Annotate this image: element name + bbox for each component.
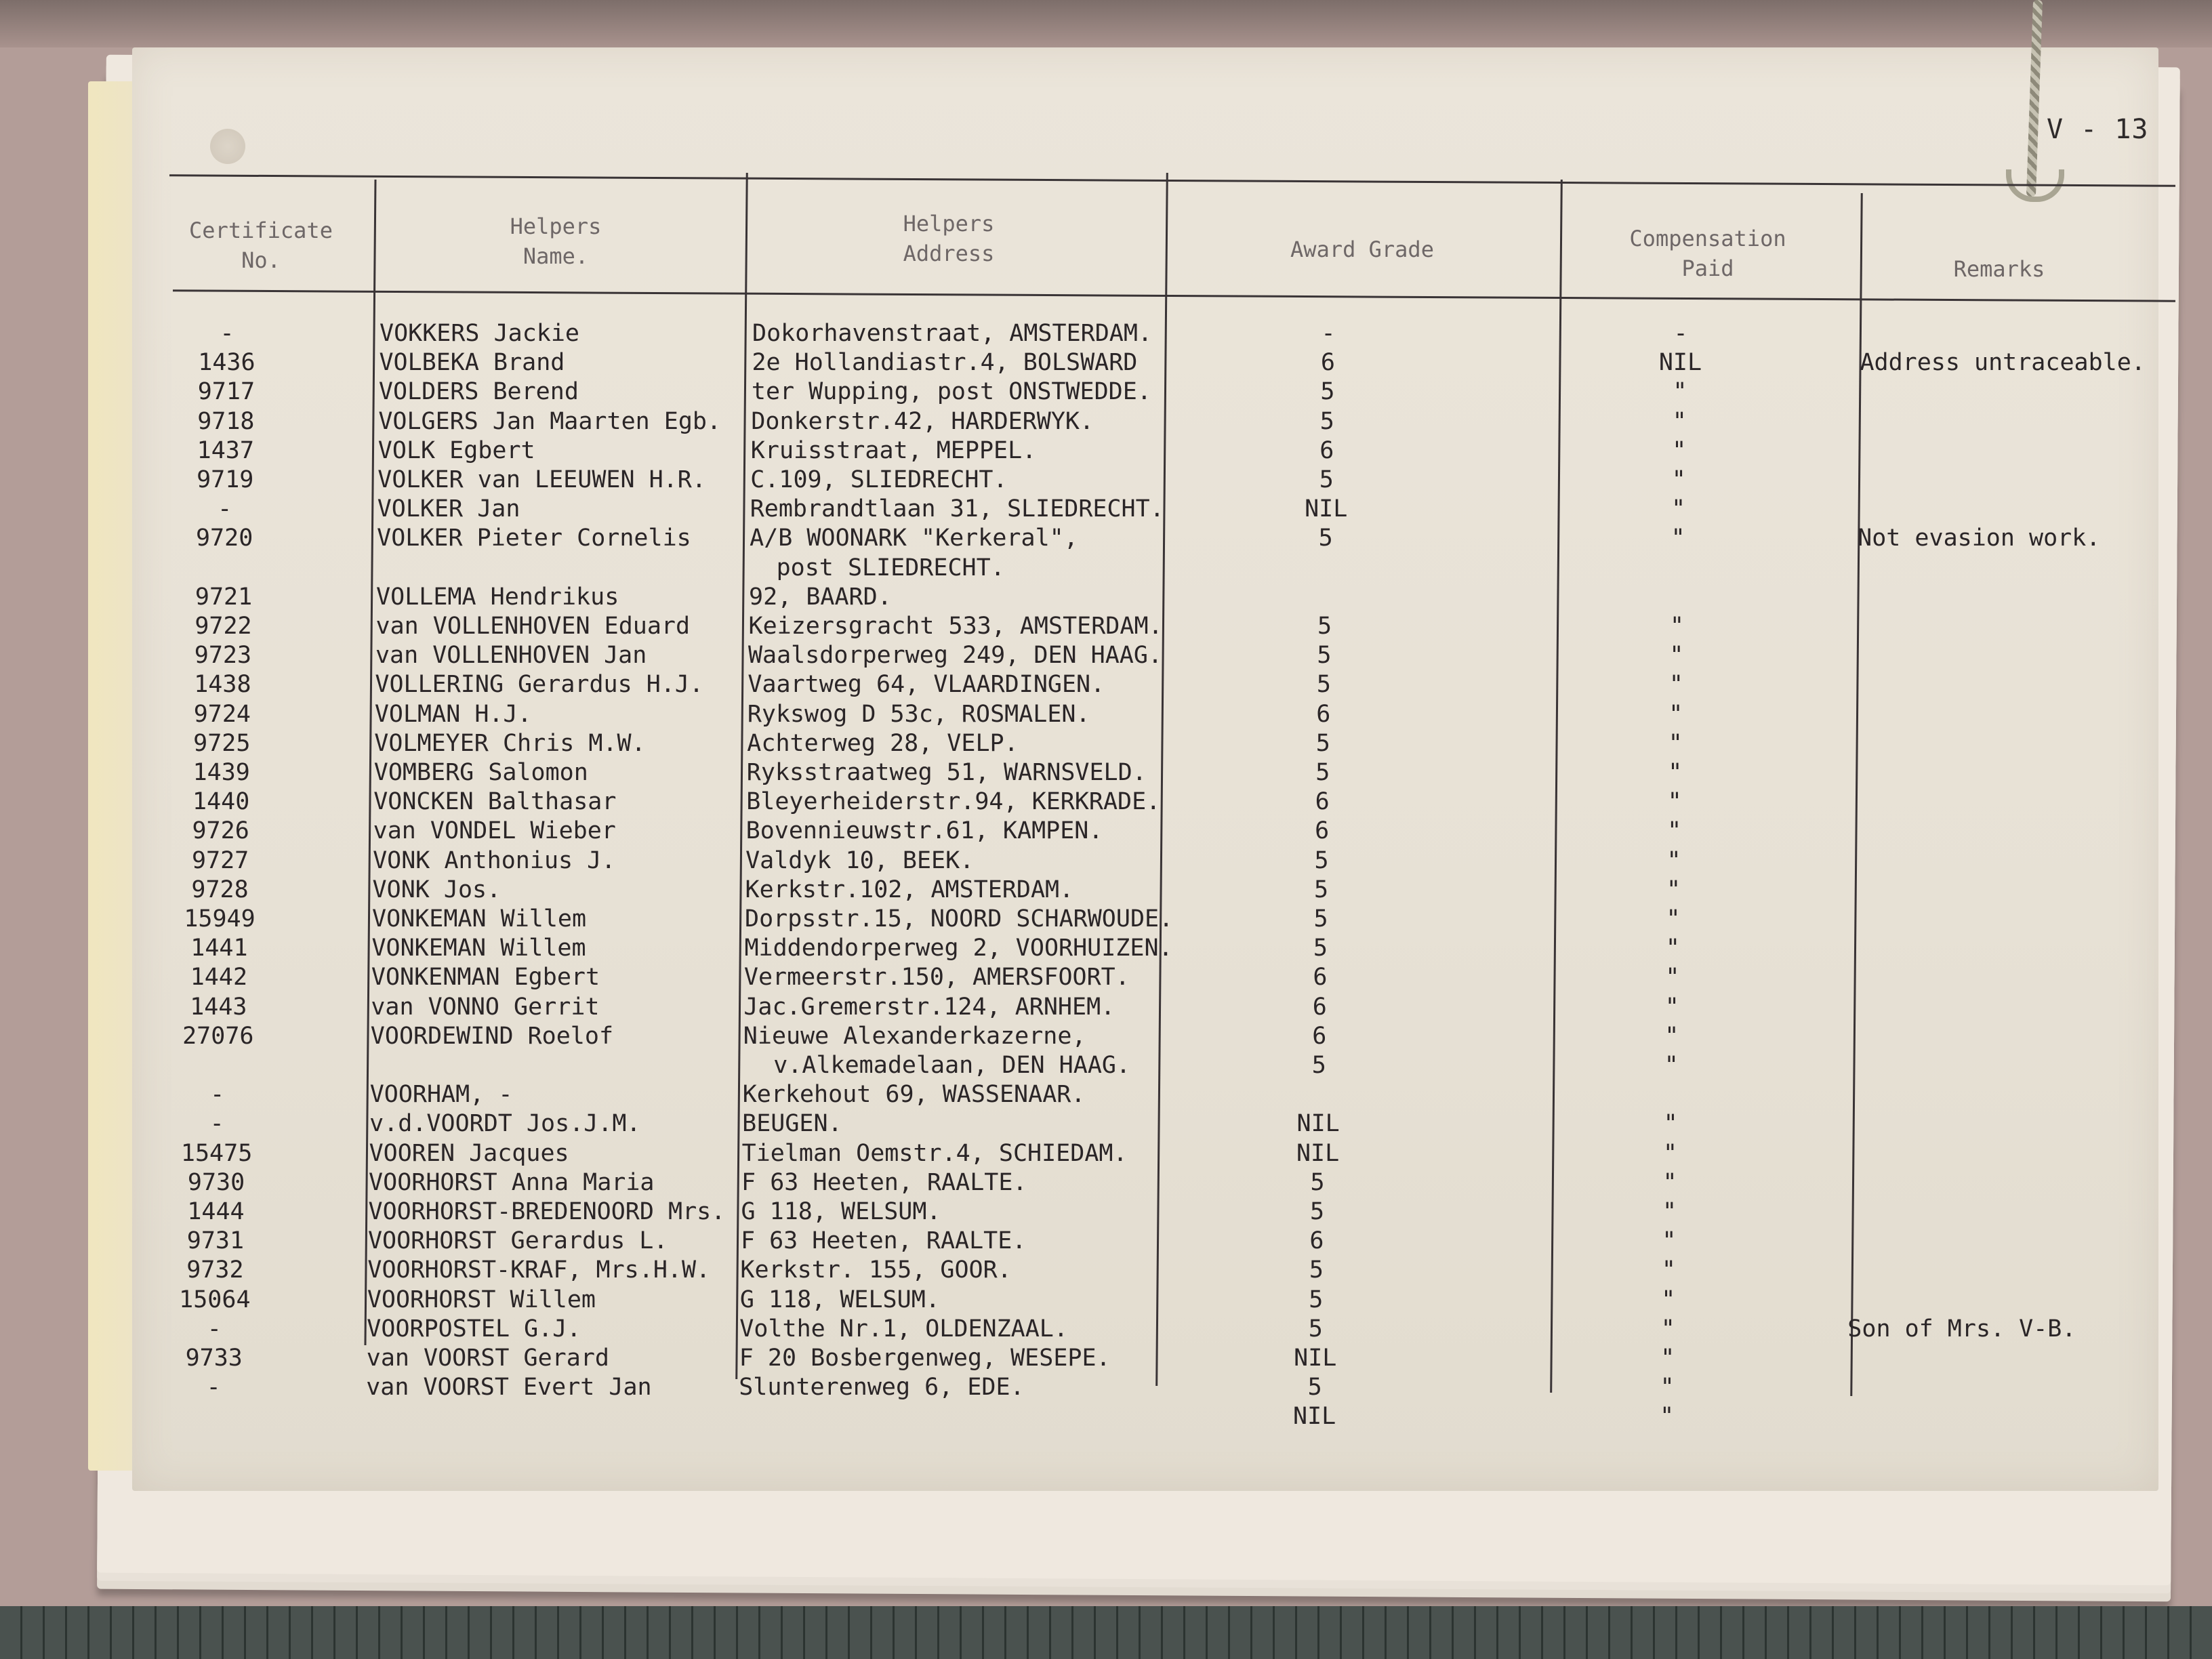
cell-comp: " [1665, 935, 1680, 962]
cell-grade: 6 [1312, 993, 1327, 1021]
cell-grade: 5 [1314, 846, 1329, 874]
cell-grade: 5 [1318, 525, 1333, 552]
cell-cert: 9728 [191, 876, 249, 903]
cell-comp: " [1660, 1374, 1675, 1401]
cell-name: VOORHORST-KRAF, Mrs.H.W. [367, 1256, 711, 1284]
cell-grade: 5 [1320, 378, 1335, 406]
cell-cert: 27076 [182, 1022, 254, 1050]
cell-cert: 9725 [193, 729, 251, 757]
cell-cert: 1443 [190, 993, 247, 1021]
punch-hole [210, 129, 245, 164]
cell-name: van VOORST Evert Jan [366, 1374, 652, 1401]
cell-address: Jac.Gremerstr.124, ARNHEM. [743, 993, 1115, 1021]
cell-cert: 1436 [198, 349, 255, 377]
cell-comp: " [1668, 700, 1683, 728]
cell-grade: NIL [1296, 1110, 1340, 1138]
cell-comp: " [1667, 788, 1682, 816]
cell-remarks: Address untraceable. [1860, 349, 2146, 377]
cell-comp: " [1668, 671, 1683, 699]
cell-cert: 9730 [187, 1168, 245, 1196]
cell-cert: 9733 [185, 1345, 243, 1372]
cell-grade: 5 [1307, 1374, 1322, 1401]
cell-comp: " [1667, 817, 1682, 845]
cell-grade: 6 [1312, 1022, 1327, 1050]
cell-name: VONK Anthonius J. [373, 846, 616, 874]
cell-address: G 118, WELSUM. [741, 1198, 941, 1225]
cell-name: VOORHORST Willem [367, 1286, 596, 1313]
cell-address: Tielman Oemstr.4, SCHIEDAM. [741, 1139, 1128, 1167]
cell-name: VOLGERS Jan Maarten Egb. [378, 407, 722, 435]
cell-name: VOORDEWIND Roelof [370, 1022, 614, 1050]
cell-comp: " [1660, 1403, 1675, 1431]
cell-grade: NIL [1296, 1139, 1340, 1167]
cell-comp: " [1662, 1198, 1677, 1225]
cell-address: 92, BAARD. [749, 583, 892, 611]
cell-grade: 5 [1314, 876, 1329, 903]
cell-grade: 5 [1309, 1256, 1324, 1284]
header-certificate-no: Certificate No. [189, 218, 333, 273]
cell-address: Dokorhavenstraat, AMSTERDAM. [752, 320, 1153, 347]
cell-grade: 6 [1313, 964, 1328, 991]
header-helpers-address: Helpers Address [903, 211, 995, 266]
cell-name: VOLLEMA Hendrikus [376, 583, 619, 611]
cell-comp: " [1672, 407, 1687, 435]
cell-cert: 9721 [194, 583, 253, 611]
header-compensation-paid: Compensation Paid [1629, 226, 1786, 281]
cell-comp: - [1673, 320, 1688, 347]
cell-cert: 9718 [197, 407, 255, 435]
cell-grade: 5 [1317, 642, 1332, 670]
cell-grade: 6 [1309, 1227, 1324, 1255]
cell-name: VOORHORST Anna Maria [369, 1168, 655, 1196]
cell-name: VOKKERS Jackie [380, 320, 580, 347]
cell-address: 2e Hollandiastr.4, BOLSWARD [752, 349, 1138, 377]
cell-comp: " [1671, 495, 1686, 523]
cell-grade: 5 [1315, 729, 1330, 757]
cell-address: Keizersgracht 533, AMSTERDAM. [748, 613, 1163, 640]
cell-cert: 1440 [192, 788, 250, 816]
cell-cert: - [206, 1374, 221, 1401]
cell-name: van VOORST Gerard [366, 1345, 609, 1372]
cell-name: VOLKER Jan [377, 495, 520, 523]
cell-comp: " [1672, 436, 1687, 464]
cell-address: Middendorperweg 2, VOORHUIZEN. [744, 935, 1173, 962]
cell-name: VONKEMAN Willem [371, 935, 586, 962]
cell-address: Kerkstr. 155, GOOR. [740, 1256, 1012, 1284]
cell-grade: 5 [1316, 671, 1331, 699]
cell-comp: " [1668, 729, 1683, 757]
header-remarks: Remarks [1953, 256, 2045, 282]
cell-cert: 9724 [193, 700, 251, 728]
cell-grade: 6 [1316, 700, 1331, 728]
cell-comp: " [1661, 1256, 1676, 1284]
cell-grade: 5 [1315, 759, 1330, 786]
cell-grade: NIL [1305, 495, 1348, 523]
cell-grade: 5 [1319, 466, 1334, 493]
cell-grade: 5 [1310, 1168, 1325, 1196]
cell-address: Volthe Nr.1, OLDENZAAL. [739, 1315, 1068, 1343]
cell-name: VOOREN Jacques [369, 1139, 569, 1167]
cell-cert: - [207, 1315, 222, 1343]
cell-grade: - [1321, 320, 1336, 347]
cell-name: VOLMAN H.J. [374, 700, 532, 728]
cell-address: Dorpsstr.15, NOORD SCHARWOUDE. [745, 905, 1174, 933]
cell-address: BEUGEN. [742, 1110, 842, 1138]
cell-address: Vaartweg 64, VLAARDINGEN. [747, 671, 1105, 699]
cell-comp: " [1666, 846, 1681, 874]
cell-cert: - [220, 320, 234, 347]
cell-address: Vermeerstr.150, AMERSFOORT. [743, 964, 1130, 991]
cell-address: post SLIEDRECHT. [776, 554, 1005, 581]
cell-cert: 9717 [197, 378, 255, 406]
cell-cert: 15949 [184, 905, 255, 933]
cell-cert: - [218, 495, 232, 523]
cell-cert: 9719 [197, 466, 254, 493]
page-number: V - 13 [2047, 114, 2149, 145]
cell-comp: " [1665, 964, 1680, 991]
cell-address: Bovennieuwstr.61, KAMPEN. [745, 817, 1103, 845]
cell-grade: 5 [1311, 1052, 1326, 1079]
cell-remarks: Not evasion work. [1858, 525, 2101, 552]
cell-address: Slunterenweg 6, EDE. [739, 1374, 1025, 1401]
cell-comp: " [1662, 1168, 1677, 1196]
cell-name: VONCKEN Balthasar [373, 788, 617, 816]
cell-cert: 1444 [187, 1198, 245, 1225]
cell-address: Ryksstraatweg 51, WARNSVELD. [746, 759, 1147, 786]
cell-grade: 6 [1319, 436, 1334, 464]
cell-name: VONK Jos. [372, 876, 501, 903]
cell-comp: " [1663, 1110, 1678, 1138]
cell-cert: 9723 [194, 642, 252, 670]
cell-address: Donkerstr.42, HARDERWYK. [751, 407, 1094, 435]
cell-address: F 63 Heeten, RAALTE. [741, 1168, 1027, 1196]
cell-grade: 6 [1315, 788, 1330, 816]
cell-cert: 1439 [192, 759, 250, 786]
cell-comp: NIL [1658, 349, 1702, 377]
cell-grade: 5 [1309, 1198, 1325, 1225]
cell-grade: NIL [1293, 1403, 1336, 1431]
cell-name: van VONNO Gerrit [371, 993, 600, 1021]
cell-grade: 5 [1309, 1286, 1324, 1313]
cell-name: v.d.VOORDT Jos.J.M. [369, 1110, 641, 1138]
cell-name: VOMBERG Salomon [373, 759, 588, 786]
cell-comp: " [1669, 642, 1684, 670]
cell-comp: " [1660, 1345, 1675, 1372]
cell-cert: 15064 [179, 1286, 251, 1313]
cell-address: C.109, SLIEDRECHT. [750, 466, 1008, 493]
cell-name: VOLLERING Gerardus H.J. [375, 671, 704, 699]
cell-address: Bleyerheiderstr.94, KERKRADE. [746, 788, 1161, 816]
backdrop [0, 0, 2212, 47]
cell-comp: " [1664, 993, 1679, 1021]
cell-name: VOLKER Pieter Cornelis [377, 525, 691, 552]
cell-address: Rykswog D 53c, ROSMALEN. [747, 700, 1090, 728]
cell-grade: 5 [1308, 1315, 1323, 1343]
cell-address: Kerkstr.102, AMSTERDAM. [745, 876, 1074, 903]
cell-name: van VOLLENHOVEN Eduard [375, 613, 691, 640]
cell-address: Nieuwe Alexanderkazerne, [743, 1022, 1086, 1050]
cell-name: VOORHORST Gerardus L. [367, 1227, 668, 1255]
cell-grade: 5 [1313, 905, 1328, 933]
cell-address: G 118, WELSUM. [739, 1286, 940, 1313]
cell-address: Rembrandtlaan 31, SLIEDRECHT. [750, 495, 1164, 523]
cell-comp: " [1666, 905, 1681, 933]
cell-comp: " [1664, 1022, 1679, 1050]
cell-address: Kruisstraat, MEPPEL. [750, 436, 1037, 464]
cell-comp: " [1671, 525, 1685, 552]
cell-grade: 5 [1313, 935, 1328, 962]
cell-name: VONKEMAN Willem [372, 905, 587, 933]
cell-address: Waalsdorperweg 249, DEN HAAG. [747, 642, 1163, 670]
cell-name: VOORHORST-BREDENOORD Mrs. [368, 1198, 726, 1225]
cell-cert: 9720 [195, 525, 253, 552]
cell-comp: " [1663, 1139, 1678, 1167]
header-helpers-name: Helpers Name. [510, 213, 602, 269]
cell-cert: 9731 [186, 1227, 245, 1255]
cell-cert: 9732 [186, 1256, 244, 1284]
cell-cert: - [209, 1110, 224, 1138]
cell-address: F 20 Bosbergenweg, WESEPE. [739, 1345, 1111, 1372]
cell-name: VOLKER van LEEUWEN H.R. [377, 466, 706, 493]
cell-address: F 63 Heeten, RAALTE. [740, 1227, 1027, 1255]
cell-name: van VONDEL Wieber [373, 817, 616, 845]
cell-name: VOLMEYER Chris M.W. [374, 729, 646, 757]
cell-name: VONKENMAN Egbert [371, 964, 600, 991]
cell-comp: " [1664, 1052, 1679, 1079]
cell-name: VOORPOSTEL G.J. [367, 1315, 581, 1343]
cell-comp: " [1671, 466, 1686, 493]
cell-address: Achterweg 28, VELP. [747, 729, 1019, 757]
cell-address: Valdyk 10, BEEK. [745, 846, 975, 874]
cell-comp: " [1666, 876, 1681, 903]
cell-address: Kerkehout 69, WASSENAAR. [742, 1081, 1086, 1109]
cell-address: A/B WOONARK "Kerkeral", [750, 525, 1078, 552]
cell-grade: NIL [1294, 1345, 1337, 1372]
cutting-mat [0, 1606, 2212, 1659]
cell-cert: - [210, 1081, 225, 1109]
cell-name: van VOLLENHOVEN Jan [375, 642, 647, 670]
cell-name: VOLDERS Berend [378, 378, 579, 406]
cell-address: ter Wupping, post ONSTWEDDE. [751, 378, 1151, 406]
cell-name: VOLBEKA Brand [379, 349, 565, 377]
cell-address: v.Alkemadelaan, DEN HAAG. [773, 1052, 1131, 1079]
cell-cert: 1437 [197, 436, 254, 464]
cell-remarks: Son of Mrs. V-B. [1847, 1315, 2076, 1343]
cell-comp: " [1661, 1286, 1676, 1313]
cell-comp: " [1673, 378, 1687, 406]
cell-comp: " [1660, 1315, 1675, 1343]
cell-cert: 9727 [191, 846, 249, 874]
cell-name: VOLK Egbert [377, 436, 535, 464]
cell-comp: " [1669, 613, 1685, 640]
cell-name: VOORHAM, - [369, 1081, 513, 1109]
cell-grade: 5 [1319, 407, 1334, 435]
header-award-grade: Award Grade [1290, 237, 1434, 262]
cell-cert: 1441 [190, 935, 248, 962]
cell-comp: " [1662, 1227, 1677, 1255]
cell-grade: 5 [1317, 613, 1332, 640]
cell-cert: 9722 [194, 613, 252, 640]
cell-cert: 15475 [180, 1139, 253, 1167]
cell-cert: 9726 [192, 817, 249, 845]
cell-comp: " [1668, 759, 1683, 786]
cell-cert: 1438 [194, 671, 251, 699]
cell-grade: 6 [1315, 817, 1330, 845]
cell-cert: 1442 [190, 964, 248, 991]
cell-grade: 6 [1320, 349, 1335, 377]
